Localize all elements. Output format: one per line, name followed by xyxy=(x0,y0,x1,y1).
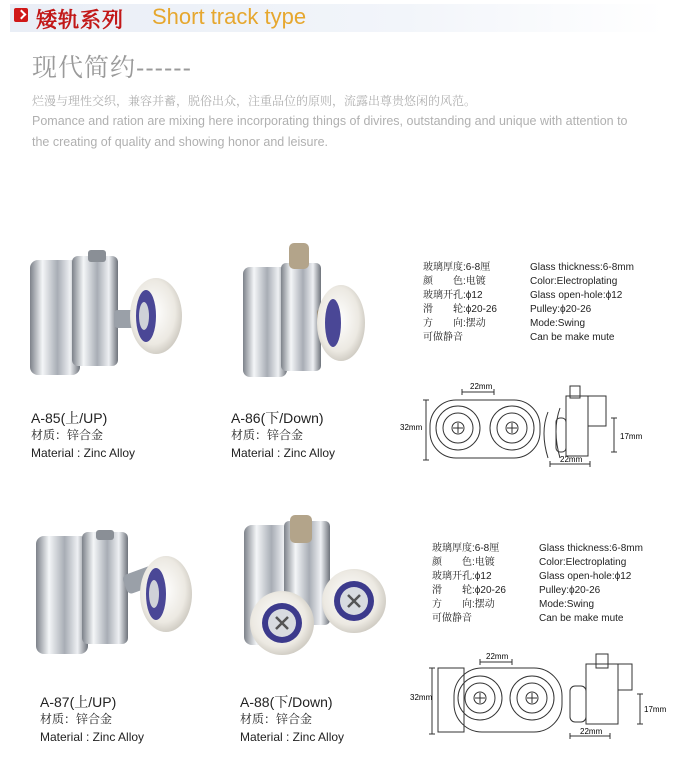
dimension-label: 22mm xyxy=(486,652,509,661)
spec-item: 方 向:摆动 xyxy=(432,599,495,610)
spec-item: 颜 色:电镀 xyxy=(423,276,486,287)
dimension-label: 22mm xyxy=(560,455,583,464)
dimension-label: 17mm xyxy=(620,432,643,441)
intro-text-cn: 烂漫与理性交织，兼容并蓄，脱俗出众，注重品位的原则，流露出尊贵悠闲的风范。 xyxy=(32,94,477,108)
dimension-label: 22mm xyxy=(470,382,493,391)
product-material-cn: 材质：锌合金 xyxy=(240,712,313,726)
spec-item: 可做静音 xyxy=(423,332,463,343)
dimension-label: 22mm xyxy=(580,727,603,736)
spec-item: 方 向:摆动 xyxy=(423,318,486,329)
spec-item: Color:Electroplating xyxy=(539,557,627,568)
dimension-label: 32mm xyxy=(410,693,433,702)
roller-a85-image xyxy=(22,250,187,380)
roller-a86-image xyxy=(235,243,370,383)
product-material-cn: 材质：锌合金 xyxy=(31,428,104,442)
spec-item: Glass open-hole:ϕ12 xyxy=(539,571,632,582)
spec-item: 滑 轮:ϕ20-26 xyxy=(432,585,506,596)
spec-item: 玻璃厚度:6-8厘 xyxy=(432,543,500,554)
product-model: A-87(上/UP) xyxy=(40,694,117,710)
spec-item: Can be make mute xyxy=(539,613,624,624)
spec-item: 颜 色:电镀 xyxy=(432,557,495,568)
header-title-cn: 矮轨系列 xyxy=(36,9,124,32)
spec-list-cn xyxy=(432,542,506,626)
roller-a87-image xyxy=(30,530,195,665)
technical-drawing xyxy=(400,378,660,468)
product-material-cn: 材质：锌合金 xyxy=(231,428,304,442)
dimension-label: 32mm xyxy=(400,423,423,432)
roller-a88-image xyxy=(240,515,395,665)
spec-item: Glass thickness:6-8mm xyxy=(539,543,643,554)
spec-item: Pulley:ϕ20-26 xyxy=(539,585,601,596)
product-model: A-85(上/UP) xyxy=(31,410,108,426)
spec-item: Color:Electroplating xyxy=(530,276,618,287)
product-material-en: Material : Zinc Alloy xyxy=(31,446,136,460)
spec-list-cn xyxy=(423,261,497,345)
product-material-en: Material : Zinc Alloy xyxy=(240,730,345,744)
spec-item: Glass open-hole:ϕ12 xyxy=(530,290,623,301)
technical-drawing xyxy=(410,650,670,742)
spec-item: 玻璃开孔:ϕ12 xyxy=(423,290,483,301)
header-title-en: Short track type xyxy=(152,4,307,29)
spec-item: Can be make mute xyxy=(530,332,615,343)
spec-item: 滑 轮:ϕ20-26 xyxy=(423,304,497,315)
spec-list-en xyxy=(539,542,643,626)
product-model: A-88(下/Down) xyxy=(240,694,333,710)
spec-item: 可做静音 xyxy=(432,613,472,624)
spec-item: Mode:Swing xyxy=(539,599,595,610)
spec-item: 玻璃厚度:6-8厘 xyxy=(423,262,491,273)
product-material-en: Material : Zinc Alloy xyxy=(40,730,145,744)
spec-item: 玻璃开孔:ϕ12 xyxy=(432,571,492,582)
page-subtitle: 现代简约------ xyxy=(32,54,192,82)
dimension-label: 17mm xyxy=(644,705,667,714)
chevron-right-icon xyxy=(14,8,28,22)
spec-item: Glass thickness:6-8mm xyxy=(530,262,634,273)
spec-item: Mode:Swing xyxy=(530,318,586,329)
intro-text-en: Pomance and ration are mixing here incorporating things of divires, outstanding and unique with attention to the creating of quality and showing honor and leisure. xyxy=(32,114,628,149)
product-material-en: Material : Zinc Alloy xyxy=(231,446,336,460)
spec-list-en xyxy=(530,261,634,345)
product-model: A-86(下/Down) xyxy=(231,410,324,426)
product-material-cn: 材质：锌合金 xyxy=(40,712,113,726)
spec-item: Pulley:ϕ20-26 xyxy=(530,304,592,315)
